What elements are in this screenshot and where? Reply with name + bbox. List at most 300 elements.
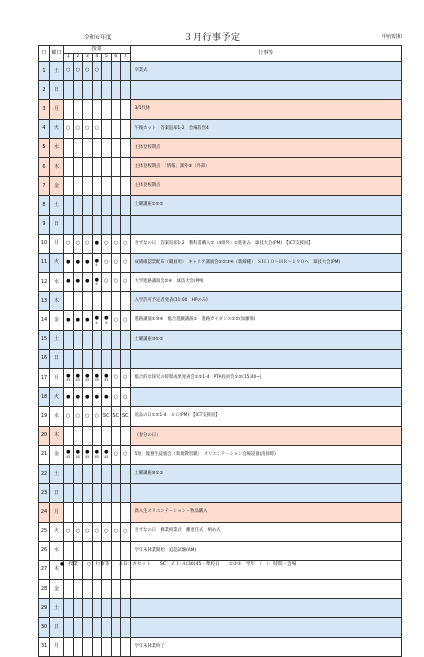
period-cell <box>64 177 74 196</box>
period-cell <box>121 388 131 407</box>
period-sub: ① <box>95 320 99 325</box>
period-mark: ● <box>66 449 71 456</box>
period-cell <box>111 618 121 637</box>
period-cell <box>92 62 102 81</box>
period-cell <box>92 273 102 292</box>
period-sub: 45 <box>104 454 109 459</box>
schedule-row <box>39 445 402 464</box>
day-cell: 12 <box>39 273 50 292</box>
dow-cell: 水 <box>50 138 64 157</box>
period-cell <box>92 407 102 426</box>
period-cell <box>92 464 102 483</box>
period-cell <box>64 522 74 541</box>
period-cell <box>121 292 131 311</box>
period-cell <box>64 388 74 407</box>
period-header: 6 <box>111 54 121 62</box>
period-mark: ○ <box>75 124 80 131</box>
period-mark: ○ <box>113 259 118 266</box>
schedule-row <box>39 138 402 157</box>
period-cell <box>92 253 102 272</box>
schedule-row <box>39 215 402 234</box>
period-mark: ● <box>66 278 71 285</box>
period-cell <box>92 522 102 541</box>
dow-cell: 火 <box>50 119 64 138</box>
period-mark: ○ <box>85 412 90 419</box>
period-sub: 45 <box>66 454 71 459</box>
period-cell <box>92 599 102 618</box>
period-cell <box>111 464 121 483</box>
period-cell <box>64 196 74 215</box>
schedule-row <box>39 541 402 560</box>
schedule-row <box>39 349 402 368</box>
period-cell <box>121 349 131 368</box>
period-cell <box>102 522 112 541</box>
period-header: 4 <box>92 54 102 62</box>
period-mark: ○ <box>94 124 99 131</box>
period-header: 7 <box>121 54 131 62</box>
event-cell: 主体登校期点 <box>130 138 401 157</box>
period-cell <box>121 253 131 272</box>
period-cell <box>83 388 93 407</box>
period-cell <box>121 484 131 503</box>
period-cell <box>64 273 74 292</box>
dow-header: 曜日 <box>50 46 64 62</box>
period-cell <box>83 637 93 656</box>
period-cell <box>111 234 121 253</box>
period-cell <box>102 292 112 311</box>
period-cell <box>83 464 93 483</box>
period-mark: ○ <box>85 124 90 131</box>
period-cell <box>73 599 83 618</box>
day-cell: 25 <box>39 522 50 541</box>
period-cell <box>64 464 74 483</box>
period-mark: ○ <box>104 259 109 266</box>
schedule-row <box>39 637 402 656</box>
period-cell <box>64 100 74 119</box>
period-cell <box>73 426 83 445</box>
period-cell <box>92 541 102 560</box>
period-mark: ○ <box>123 316 128 323</box>
period-sub: 45 <box>75 454 80 459</box>
schedule-row <box>39 426 402 445</box>
period-cell <box>64 637 74 656</box>
period-cell <box>83 177 93 196</box>
period-mark: ○ <box>104 527 109 534</box>
period-cell <box>83 215 93 234</box>
event-cell: 主体登校期点 <box>130 177 401 196</box>
period-cell <box>83 292 93 311</box>
day-cell: 16 <box>39 349 50 368</box>
day-cell: 21 <box>39 445 50 464</box>
dow-cell: 金 <box>50 445 64 464</box>
period-cell <box>111 215 121 234</box>
period-cell <box>73 330 83 349</box>
period-mark: ● <box>85 278 90 285</box>
dow-cell: 日 <box>50 215 64 234</box>
period-header: 5 <box>102 54 112 62</box>
event-cell: 主体登校期点 「情報」課外③（外部） <box>130 157 401 176</box>
period-cell <box>92 349 102 368</box>
period-cell <box>83 157 93 176</box>
period-cell <box>102 503 112 522</box>
event-cell: 成績確認票配布（職員用） キャリア講演会①②③④（新締種） ＳＨ１０～ＨＲ～１９０へ 球技大会(PM) <box>130 253 401 272</box>
dow-cell: 土 <box>50 196 64 215</box>
lessons-header: 授業 <box>64 46 131 54</box>
period-cell <box>92 618 102 637</box>
day-cell: 27 <box>39 560 50 579</box>
period-cell <box>121 311 131 330</box>
period-cell <box>111 273 121 292</box>
dow-cell: 木 <box>50 292 64 311</box>
period-mark: ○ <box>85 527 90 534</box>
schedule-row <box>39 369 402 388</box>
period-cell <box>92 157 102 176</box>
day-cell: 6 <box>39 157 50 176</box>
period-cell <box>92 388 102 407</box>
event-cell <box>130 349 401 368</box>
period-cell <box>83 330 93 349</box>
period-sub: ① <box>95 263 99 268</box>
dow-cell: 月 <box>50 100 64 119</box>
day-cell: 15 <box>39 330 50 349</box>
period-sub: 45 <box>75 378 80 383</box>
period-cell <box>121 618 131 637</box>
period-cell <box>73 253 83 272</box>
schedule-row <box>39 522 402 541</box>
period-cell <box>121 196 131 215</box>
period-mark: ○ <box>66 124 71 131</box>
period-cell <box>73 349 83 368</box>
event-cell: 学年末休業終了 <box>130 637 401 656</box>
period-cell <box>111 637 121 656</box>
period-cell <box>121 273 131 292</box>
period-cell <box>111 100 121 119</box>
period-cell <box>83 100 93 119</box>
period-mark: ● <box>66 316 71 323</box>
period-cell <box>102 541 112 560</box>
period-cell <box>111 426 121 445</box>
period-cell <box>92 580 102 599</box>
event-cell: 午後カット 答案返却1-2 会場設営4 <box>130 119 401 138</box>
period-cell <box>111 599 121 618</box>
event-cell: 学年末休業開始 追認試験(AM) <box>130 541 401 560</box>
period-mark: ● <box>75 393 80 400</box>
period-cell <box>64 484 74 503</box>
period-cell <box>73 541 83 560</box>
dow-cell: 日 <box>50 81 64 100</box>
period-cell <box>102 177 112 196</box>
period-cell <box>64 81 74 100</box>
period-cell <box>64 349 74 368</box>
day-cell: 26 <box>39 541 50 560</box>
period-cell <box>83 253 93 272</box>
period-mark: SC <box>112 412 120 419</box>
period-cell <box>102 388 112 407</box>
page-header <box>0 31 424 43</box>
period-cell <box>73 618 83 637</box>
period-cell <box>64 119 74 138</box>
schedule-row <box>39 618 402 637</box>
period-mark: ○ <box>113 451 118 458</box>
dow-cell: 月 <box>50 234 64 253</box>
period-mark: ● <box>104 315 109 322</box>
period-cell <box>83 503 93 522</box>
period-mark: ○ <box>123 393 128 400</box>
period-mark: ○ <box>113 240 118 247</box>
period-cell <box>92 637 102 656</box>
period-mark: ○ <box>75 412 80 419</box>
day-cell: 9 <box>39 215 50 234</box>
period-mark: ● <box>66 259 71 266</box>
period-cell <box>102 618 112 637</box>
period-cell <box>102 273 112 292</box>
schedule-row <box>39 177 402 196</box>
period-cell <box>64 253 74 272</box>
day-cell: 29 <box>39 599 50 618</box>
period-cell <box>102 253 112 272</box>
event-cell: 卒業式 <box>130 62 401 81</box>
period-cell <box>64 234 74 253</box>
schedule-row <box>39 580 402 599</box>
day-cell: 10 <box>39 234 50 253</box>
period-cell <box>83 234 93 253</box>
period-mark: ● <box>104 393 109 400</box>
period-cell <box>121 138 131 157</box>
period-cell <box>121 330 131 349</box>
dow-cell: 日 <box>50 484 64 503</box>
period-mark: ○ <box>66 67 71 74</box>
period-cell <box>73 234 83 253</box>
dow-cell: 金 <box>50 580 64 599</box>
period-cell <box>102 637 112 656</box>
period-cell <box>92 119 102 138</box>
schedule-row <box>39 234 402 253</box>
period-mark: ● <box>104 372 109 379</box>
period-cell <box>121 445 131 464</box>
period-cell <box>92 215 102 234</box>
schedule-row <box>39 119 402 138</box>
period-cell <box>73 100 83 119</box>
day-cell: 19 <box>39 407 50 426</box>
period-cell <box>73 273 83 292</box>
period-cell <box>64 311 74 330</box>
period-cell <box>64 330 74 349</box>
period-cell <box>92 292 102 311</box>
period-mark: ○ <box>85 240 90 247</box>
day-header: 日 <box>39 46 50 62</box>
period-cell <box>102 100 112 119</box>
period-mark: ○ <box>123 451 128 458</box>
period-cell <box>73 177 83 196</box>
period-cell <box>73 311 83 330</box>
day-cell: 2 <box>39 81 50 100</box>
period-mark: ● <box>94 240 99 247</box>
period-cell <box>102 464 112 483</box>
day-cell: 24 <box>39 503 50 522</box>
dow-cell: 金 <box>50 311 64 330</box>
schedule-row <box>39 273 402 292</box>
school-name: 甲府昭和 <box>381 34 402 40</box>
period-mark: ● <box>94 276 99 283</box>
period-cell <box>92 138 102 157</box>
period-mark: ● <box>94 393 99 400</box>
period-cell <box>92 100 102 119</box>
period-cell <box>102 138 112 157</box>
period-cell <box>111 407 121 426</box>
period-cell <box>73 637 83 656</box>
period-cell <box>111 81 121 100</box>
dow-cell: 日 <box>50 618 64 637</box>
period-cell <box>121 637 131 656</box>
period-cell <box>102 369 112 388</box>
schedule-row <box>39 157 402 176</box>
dow-cell: 火 <box>50 388 64 407</box>
period-cell <box>121 541 131 560</box>
period-mark: ○ <box>66 240 71 247</box>
period-cell <box>73 119 83 138</box>
schedule-row <box>39 464 402 483</box>
day-cell: 8 <box>39 196 50 215</box>
period-cell <box>121 522 131 541</box>
dow-cell: 土 <box>50 62 64 81</box>
event-cell: 総合的な探究の時間成果発表会①②1-4 PTA役員会①②(15:40~) <box>130 369 401 388</box>
period-mark: ○ <box>104 240 109 247</box>
period-cell <box>64 407 74 426</box>
period-header: 1 <box>64 54 74 62</box>
period-cell <box>102 426 112 445</box>
period-mark: ○ <box>123 278 128 285</box>
dow-cell: 火 <box>50 522 64 541</box>
period-mark: ● <box>66 393 71 400</box>
period-sub: 45 <box>85 454 90 459</box>
event-cell: 5短 総務生徒総会（新規教習職） オリエンテーション会場設置(清掃時) <box>130 445 401 464</box>
period-mark: ○ <box>75 67 80 74</box>
day-cell: 22 <box>39 464 50 483</box>
period-cell <box>102 349 112 368</box>
period-mark: ● <box>94 449 99 456</box>
period-mark: ● <box>104 449 109 456</box>
dow-cell: 木 <box>50 157 64 176</box>
period-cell <box>64 599 74 618</box>
event-cell: 土曜講座③①② <box>130 330 401 349</box>
period-cell <box>92 503 102 522</box>
day-cell: 1 <box>39 62 50 81</box>
day-cell: 20 <box>39 426 50 445</box>
period-cell <box>121 234 131 253</box>
period-cell <box>83 196 93 215</box>
period-cell <box>73 138 83 157</box>
event-cell <box>130 388 401 407</box>
period-cell <box>92 81 102 100</box>
schedule-row <box>39 311 402 330</box>
period-cell <box>121 119 131 138</box>
dow-cell: 木 <box>50 426 64 445</box>
period-mark: ○ <box>75 527 80 534</box>
period-cell <box>73 503 83 522</box>
day-cell: 14 <box>39 311 50 330</box>
period-cell <box>102 234 112 253</box>
period-cell <box>102 119 112 138</box>
period-cell <box>92 426 102 445</box>
era-label: 令和６年度 <box>84 35 112 41</box>
period-cell <box>64 541 74 560</box>
period-mark: ● <box>75 316 80 323</box>
event-cell: 土曜講座⑩①② <box>130 464 401 483</box>
period-sub: 45 <box>94 378 99 383</box>
period-cell <box>83 426 93 445</box>
period-mark: ○ <box>85 67 90 74</box>
period-cell <box>92 234 102 253</box>
event-cell: 入学許可予定者発表(11:00 HPのみ) <box>130 292 401 311</box>
period-cell <box>102 196 112 215</box>
period-mark: ● <box>85 316 90 323</box>
period-cell <box>102 484 112 503</box>
period-cell <box>73 580 83 599</box>
schedule-row <box>39 100 402 119</box>
period-cell <box>73 522 83 541</box>
period-cell <box>121 426 131 445</box>
period-cell <box>111 292 121 311</box>
period-cell <box>121 215 131 234</box>
period-cell <box>121 177 131 196</box>
period-cell <box>83 541 93 560</box>
period-cell <box>83 81 93 100</box>
day-cell: 23 <box>39 484 50 503</box>
period-mark: ● <box>85 372 90 379</box>
period-cell <box>121 464 131 483</box>
period-mark: ● <box>94 257 99 264</box>
day-cell: 31 <box>39 637 50 656</box>
period-mark: ○ <box>113 316 118 323</box>
event-cell <box>130 81 401 100</box>
period-header: 3 <box>83 54 93 62</box>
period-sub: 45 <box>66 378 71 383</box>
event-cell: 新入生オリエンテーション・物品購入 <box>130 503 401 522</box>
period-cell <box>111 196 121 215</box>
event-cell <box>130 618 401 637</box>
period-cell <box>92 196 102 215</box>
legend: ● 授業 ○ 行事等 ＡＢ：カセット SC：ＺＩ-４(30)45・準校日 ①②③ 学年 （ ）：時間・会場 <box>60 562 297 567</box>
period-cell <box>121 369 131 388</box>
period-cell <box>64 426 74 445</box>
period-mark: ● <box>75 449 80 456</box>
period-cell <box>83 273 93 292</box>
period-mark: ● <box>85 393 90 400</box>
period-mark: ○ <box>94 67 99 74</box>
period-cell <box>73 215 83 234</box>
schedule-row <box>39 292 402 311</box>
events-header: 行事等 <box>130 46 401 62</box>
period-cell <box>92 484 102 503</box>
day-cell: 3 <box>39 100 50 119</box>
event-cell: 進路講演①③④ 総合遊戯講演① 進路ガイダンス①②(加藤保) <box>130 311 401 330</box>
period-cell <box>64 157 74 176</box>
period-cell <box>102 215 112 234</box>
period-mark: ○ <box>104 278 109 285</box>
period-cell <box>121 62 131 81</box>
schedule-row <box>39 484 402 503</box>
period-mark: ● <box>94 315 99 322</box>
period-cell <box>111 522 121 541</box>
day-cell: 7 <box>39 177 50 196</box>
period-mark: ○ <box>113 374 118 381</box>
period-cell <box>102 62 112 81</box>
period-cell <box>64 503 74 522</box>
event-cell: （春分の日） <box>130 426 401 445</box>
dow-cell: 土 <box>50 599 64 618</box>
dow-cell: 月 <box>50 369 64 388</box>
day-cell: 17 <box>39 369 50 388</box>
